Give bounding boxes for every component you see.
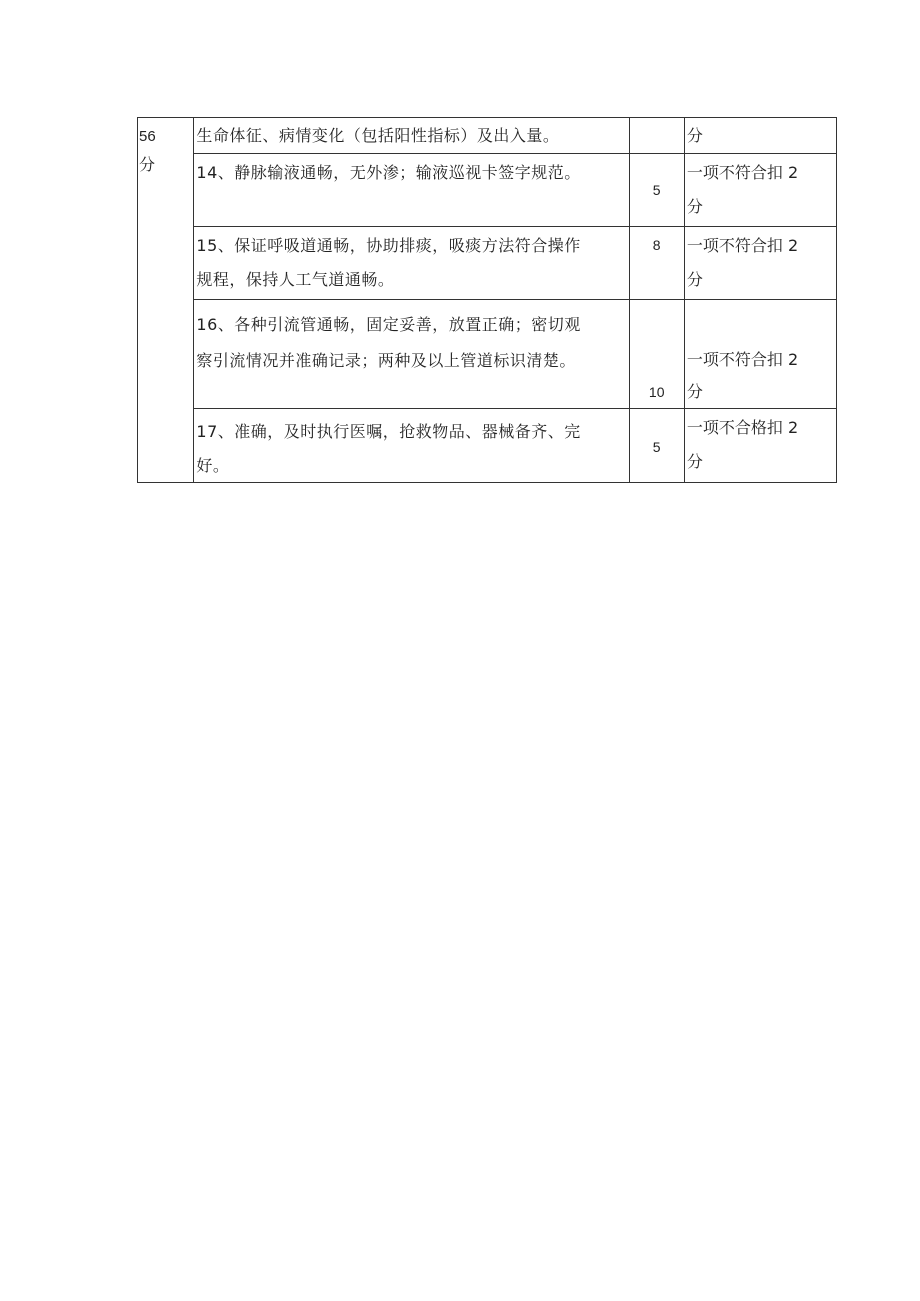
table-row [138,154,837,227]
deduction-rule-line: 分 [686,452,703,471]
score-value: 8 [652,237,661,253]
criteria-text-line: 好。 [196,456,230,475]
criteria-cell [194,227,629,300]
criteria-text-line: 17、准确，及时执行医嘱，抢救物品、器械备齐、完 [196,422,581,441]
score-cell [629,409,684,483]
table-row [138,118,837,154]
criteria-text-line: 规程，保持人工气道通畅。 [196,270,395,289]
category-cell [138,118,194,483]
score-cell [629,154,684,227]
score-cell [629,227,684,300]
scoring-table [137,117,837,483]
deduction-rule-cell [684,300,836,409]
deduction-rule-line: 一项不符合扣 2 [686,163,799,182]
deduction-rule-cell [684,154,836,227]
criteria-cell [194,118,629,154]
criteria-text-line: 察引流情况并准确记录；两种及以上管道标识清楚。 [196,351,576,370]
score-value: 5 [652,182,661,198]
criteria-text-line: 15、保证呼吸道通畅，协助排痰，吸痰方法符合操作 [196,236,581,255]
criteria-cell [194,300,629,409]
score-value: 5 [652,439,661,455]
criteria-text-line: 14、静脉输液通畅，无外渗；输液巡视卡签字规范。 [196,163,581,182]
deduction-rule-line: 分 [686,270,703,289]
criteria-cell [194,409,629,483]
score-value: 10 [648,384,665,400]
deduction-rule-cell [684,118,836,154]
table-row [138,409,837,483]
score-cell [629,118,684,154]
deduction-rule-cell [684,227,836,300]
deduction-rule-line: 一项不符合扣 2 [686,350,799,369]
category-points: 56 [139,128,156,145]
criteria-cell [194,154,629,227]
deduction-rule-line: 一项不合格扣 2 [686,418,799,437]
deduction-rule-line: 分 [686,382,703,401]
table-row [138,227,837,300]
deduction-rule-line: 分 [686,126,703,145]
criteria-text-line: 16、各种引流管通畅，固定妥善，放置正确；密切观 [196,315,581,334]
criteria-text-line: 生命体征、病情变化（包括阳性指标）及出入量。 [196,126,560,145]
category-unit: 分 [139,155,156,174]
table-row [138,300,837,409]
deduction-rule-line: 分 [686,197,703,216]
deduction-rule-line: 一项不符合扣 2 [686,236,799,255]
deduction-rule-cell [684,409,836,483]
score-cell [629,300,684,409]
